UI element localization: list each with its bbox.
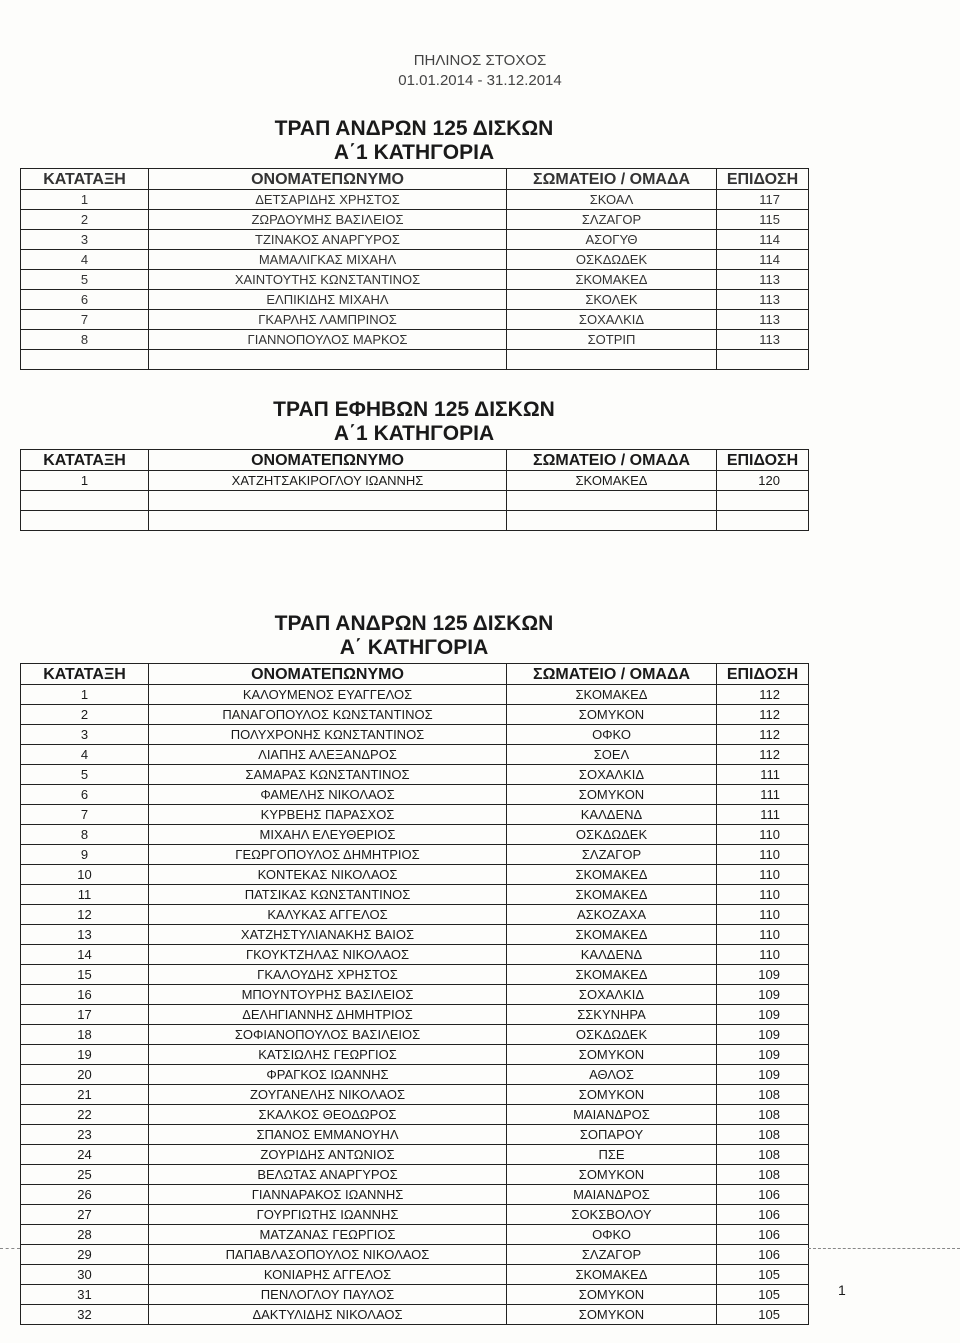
section-juniors-a1 (20, 398, 808, 531)
cell-club: ΣΟΜΥΚΟΝ (507, 705, 717, 725)
cell-perf: 111 (717, 765, 809, 785)
cell-rank (21, 511, 149, 531)
table-row (21, 1025, 809, 1045)
cell-club: ΣΟΜΥΚΟΝ (507, 1285, 717, 1305)
cell-club: ΠΣΕ (507, 1145, 717, 1165)
cell-name: ΜΙΧΑΗΛ ΕΛΕΥΘΕΡΙΟΣ (149, 825, 507, 845)
cell-name: ΜΑΤΖΑΝΑΣ ΓΕΩΡΓΙΟΣ (149, 1225, 507, 1245)
cell-name: ΒΕΛΩΤΑΣ ΑΝΑΡΓΥΡΟΣ (149, 1165, 507, 1185)
cell-name: ΓΙΑΝΝΟΠΟΥΛΟΣ ΜΑΡΚΟΣ (149, 330, 507, 350)
cell-club: ΣΚΟΜΑΚΕΔ (507, 925, 717, 945)
table-row (21, 905, 809, 925)
cell-perf: 111 (717, 785, 809, 805)
cell-club: ΣΟΚΣΒΟΛΟΥ (507, 1205, 717, 1225)
cell-perf: 115 (717, 210, 809, 230)
table-row (21, 210, 809, 230)
cell-name: ΖΩΡΔΟΥΜΗΣ ΒΑΣΙΛΕΙΟΣ (149, 210, 507, 230)
cell-perf: 109 (717, 1065, 809, 1085)
col-header-club: ΣΩΜΑΤΕΙΟ / ΟΜΑΔΑ (507, 169, 717, 190)
cell-name: ΜΠΟΥΝΤΟΥΡΗΣ ΒΑΣΙΛΕΙΟΣ (149, 985, 507, 1005)
cell-club: ΣΟΜΥΚΟΝ (507, 1305, 717, 1325)
cell-club (507, 511, 717, 531)
cell-club: ΚΑΛΔΕΝΔ (507, 805, 717, 825)
cell-club: ΣΚΟΑΛ (507, 190, 717, 210)
cell-club: ΣΟΜΥΚΟΝ (507, 1045, 717, 1065)
results-table (20, 663, 809, 1325)
table-row (21, 511, 809, 531)
col-header-perf: ΕΠΙΔΟΣΗ (717, 169, 809, 190)
cell-name: ΚΑΛΟΥΜΕΝΟΣ ΕΥΑΓΓΕΛΟΣ (149, 685, 507, 705)
cell-perf: 109 (717, 965, 809, 985)
cell-club: ΣΚΟΜΑΚΕΔ (507, 965, 717, 985)
cell-rank: 30 (21, 1265, 149, 1285)
table-row (21, 491, 809, 511)
section-men-a1 (20, 117, 808, 370)
cell-club: ΣΟΤΡΙΠ (507, 330, 717, 350)
col-header-name: ΟΝΟΜΑΤΕΠΩΝΥΜΟ (149, 169, 507, 190)
cell-perf: 105 (717, 1285, 809, 1305)
table-row (21, 1245, 809, 1265)
table-row (21, 471, 809, 491)
cell-rank: 21 (21, 1085, 149, 1105)
cell-name (149, 350, 507, 370)
section-men-a (20, 612, 808, 1325)
cell-rank: 24 (21, 1145, 149, 1165)
cell-perf: 109 (717, 1045, 809, 1065)
table-row (21, 825, 809, 845)
cell-perf: 106 (717, 1205, 809, 1225)
cell-perf: 109 (717, 1005, 809, 1025)
cell-perf: 120 (717, 471, 809, 491)
cell-name: ΓΟΥΡΓΙΩΤΗΣ ΙΩΑΝΝΗΣ (149, 1205, 507, 1225)
cell-perf: 110 (717, 845, 809, 865)
cell-club: ΚΑΛΔΕΝΔ (507, 945, 717, 965)
cell-perf: 112 (717, 725, 809, 745)
cell-club: ΣΚΟΜΑΚΕΔ (507, 865, 717, 885)
cell-name: ΔΑΚΤΥΛΙΔΗΣ ΝΙΚΟΛΑΟΣ (149, 1305, 507, 1325)
cell-rank: 14 (21, 945, 149, 965)
cell-club: ΣΟΧΑΛΚΙΔ (507, 985, 717, 1005)
table-row (21, 865, 809, 885)
cell-club: ΑΘΛΟΣ (507, 1065, 717, 1085)
cell-rank: 15 (21, 965, 149, 985)
cell-perf: 108 (717, 1165, 809, 1185)
cell-name: ΣΟΦΙΑΝΟΠΟΥΛΟΣ ΒΑΣΙΛΕΙΟΣ (149, 1025, 507, 1045)
cell-club: ΟΣΚΔΩΔΕΚ (507, 825, 717, 845)
cell-name: ΠΟΛΥΧΡΟΝΗΣ ΚΩΝΣΤΑΝΤΙΝΟΣ (149, 725, 507, 745)
cell-rank: 3 (21, 725, 149, 745)
table-row (21, 310, 809, 330)
cell-perf: 113 (717, 310, 809, 330)
cell-name (149, 511, 507, 531)
cell-name: ΓΚΑΡΛΗΣ ΛΑΜΠΡΙΝΟΣ (149, 310, 507, 330)
cell-rank: 28 (21, 1225, 149, 1245)
cell-rank: 7 (21, 310, 149, 330)
section-title: ΤΡΑΠ ΑΝΔΡΩΝ 125 ΔΙΣΚΩΝ (274, 117, 554, 140)
cell-name: ΖΟΥΡΙΔΗΣ ΑΝΤΩΝΙΟΣ (149, 1145, 507, 1165)
table-row (21, 1105, 809, 1125)
table-row (21, 190, 809, 210)
table-row (21, 765, 809, 785)
cell-perf: 110 (717, 865, 809, 885)
date-range: 01.01.2014 - 31.12.2014 (398, 72, 562, 89)
cell-club: ΣΟΧΑΛΚΙΔ (507, 310, 717, 330)
cell-club: ΣΟΕΛ (507, 745, 717, 765)
table-row (21, 745, 809, 765)
cell-rank: 4 (21, 250, 149, 270)
cell-rank: 4 (21, 745, 149, 765)
cell-perf: 117 (717, 190, 809, 210)
section-title: ΤΡΑΠ ΕΦΗΒΩΝ 125 ΔΙΣΚΩΝ (273, 398, 555, 421)
cell-club: ΣΚΟΜΑΚΕΔ (507, 685, 717, 705)
section-subtitle: Α΄ ΚΑΤΗΓΟΡΙΑ (339, 636, 489, 659)
cell-club: ΟΣΚΔΩΔΕΚ (507, 1025, 717, 1045)
cell-name: ΦΡΑΓΚΟΣ ΙΩΑΝΝΗΣ (149, 1065, 507, 1085)
cell-rank: 20 (21, 1065, 149, 1085)
cell-club: ΣΛΖΑΓΟΡ (507, 210, 717, 230)
cell-rank: 11 (21, 885, 149, 905)
col-header-rank: ΚΑΤΑΤΑΞΗ (21, 169, 149, 190)
cell-name: ΕΛΠΙΚΙΔΗΣ ΜΙΧΑΗΛ (149, 290, 507, 310)
table-row (21, 1205, 809, 1225)
table-row (21, 685, 809, 705)
cell-club (507, 350, 717, 370)
cell-name: ΧΑΙΝΤΟΥΤΗΣ ΚΩΝΣΤΑΝΤΙΝΟΣ (149, 270, 507, 290)
cell-club: ΣΚΟΛΕΚ (507, 290, 717, 310)
section-title: ΤΡΑΠ ΑΝΔΡΩΝ 125 ΔΙΣΚΩΝ (274, 612, 554, 635)
cell-name: ΓΚΟΥΚΤΖΗΛΑΣ ΝΙΚΟΛΑΟΣ (149, 945, 507, 965)
cell-rank: 7 (21, 805, 149, 825)
cell-rank: 32 (21, 1305, 149, 1325)
cell-club: ΟΦΚΟ (507, 725, 717, 745)
cell-club: ΣΟΜΥΚΟΝ (507, 1085, 717, 1105)
cell-perf: 110 (717, 905, 809, 925)
cell-name: ΠΑΠΑΒΛΑΣΟΠΟΥΛΟΣ ΝΙΚΟΛΑΟΣ (149, 1245, 507, 1265)
section-subtitle: Α΄1 ΚΑΤΗΓΟΡΙΑ (333, 422, 495, 445)
table-row (21, 805, 809, 825)
cell-name: ΠΑΝΑΓΟΠΟΥΛΟΣ ΚΩΝΣΤΑΝΤΙΝΟΣ (149, 705, 507, 725)
cell-rank: 23 (21, 1125, 149, 1145)
cell-perf: 108 (717, 1105, 809, 1125)
table-row (21, 1005, 809, 1025)
cell-rank: 29 (21, 1245, 149, 1265)
cell-rank: 1 (21, 471, 149, 491)
table-row (21, 1065, 809, 1085)
cell-rank: 19 (21, 1045, 149, 1065)
cell-perf: 112 (717, 705, 809, 725)
table-row (21, 725, 809, 745)
table-row (21, 1145, 809, 1165)
table-row (21, 1165, 809, 1185)
cell-perf (717, 491, 809, 511)
table-row (21, 785, 809, 805)
cell-perf: 106 (717, 1185, 809, 1205)
cell-perf: 112 (717, 685, 809, 705)
cell-perf: 113 (717, 290, 809, 310)
cell-rank: 8 (21, 825, 149, 845)
table-row (21, 705, 809, 725)
cell-rank: 13 (21, 925, 149, 945)
table-row (21, 1285, 809, 1305)
cell-rank: 8 (21, 330, 149, 350)
col-header-perf: ΕΠΙΔΟΣΗ (717, 450, 809, 471)
cell-perf: 105 (717, 1305, 809, 1325)
cell-name: ΛΙΑΠΗΣ ΑΛΕΞΑΝΔΡΟΣ (149, 745, 507, 765)
cell-name: ΜΑΜΑΛΙΓΚΑΣ ΜΙΧΑΗΛ (149, 250, 507, 270)
col-header-rank: ΚΑΤΑΤΑΞΗ (21, 450, 149, 471)
cell-rank: 10 (21, 865, 149, 885)
cell-club: ΑΣΟΓΥΘ (507, 230, 717, 250)
cell-rank: 26 (21, 1185, 149, 1205)
table-row (21, 885, 809, 905)
cell-perf: 108 (717, 1145, 809, 1165)
cell-club: ΣΟΧΑΛΚΙΔ (507, 765, 717, 785)
cell-club: ΣΚΟΜΑΚΕΔ (507, 1265, 717, 1285)
cell-rank: 17 (21, 1005, 149, 1025)
cell-club: ΣΟΜΥΚΟΝ (507, 785, 717, 805)
cell-club: ΣΚΟΜΑΚΕΔ (507, 270, 717, 290)
cell-rank: 5 (21, 765, 149, 785)
cell-perf (717, 350, 809, 370)
cell-perf: 110 (717, 925, 809, 945)
cell-club (507, 491, 717, 511)
page-number: 1 (838, 1282, 846, 1298)
cell-rank: 6 (21, 290, 149, 310)
table-row (21, 1125, 809, 1145)
col-header-rank: ΚΑΤΑΤΑΞΗ (21, 664, 149, 685)
cell-name: ΚΑΤΣΙΩΛΗΣ ΓΕΩΡΓΙΟΣ (149, 1045, 507, 1065)
cell-name: ΚΑΛΥΚΑΣ ΑΓΓΕΛΟΣ (149, 905, 507, 925)
table-row (21, 925, 809, 945)
cell-club: ΜΑΙΑΝΔΡΟΣ (507, 1105, 717, 1125)
cell-name: ΤΖΙΝΑΚΟΣ ΑΝΑΡΓΥΡΟΣ (149, 230, 507, 250)
cell-rank: 1 (21, 685, 149, 705)
cell-rank: 16 (21, 985, 149, 1005)
cell-perf: 110 (717, 825, 809, 845)
table-row (21, 250, 809, 270)
cell-rank: 3 (21, 230, 149, 250)
table-row (21, 330, 809, 350)
dashed-rule-left (0, 1248, 20, 1249)
cell-rank: 12 (21, 905, 149, 925)
table-row (21, 1225, 809, 1245)
cell-perf: 114 (717, 250, 809, 270)
cell-name: ΣΠΑΝΟΣ ΕΜΜΑΝΟΥΗΛ (149, 1125, 507, 1145)
table-row (21, 945, 809, 965)
cell-club: ΣΚΟΜΑΚΕΔ (507, 471, 717, 491)
col-header-perf: ΕΠΙΔΟΣΗ (717, 664, 809, 685)
cell-perf: 110 (717, 945, 809, 965)
table-row (21, 1085, 809, 1105)
cell-name: ΠΕΝΛΟΓΛΟΥ ΠΑΥΛΟΣ (149, 1285, 507, 1305)
cell-club: ΟΦΚΟ (507, 1225, 717, 1245)
table-row (21, 1045, 809, 1065)
cell-perf: 113 (717, 330, 809, 350)
cell-name: ΧΑΤΖΗΣΤΥΛΙΑΝΑΚΗΣ ΒΑΙΟΣ (149, 925, 507, 945)
document-title: ΠΗΛΙΝΟΣ ΣΤΟΧΟΣ (413, 52, 547, 69)
cell-rank (21, 491, 149, 511)
table-row (21, 965, 809, 985)
cell-perf: 108 (717, 1085, 809, 1105)
cell-club: ΑΣΚΟΖΑΧΑ (507, 905, 717, 925)
table-row (21, 270, 809, 290)
cell-club: ΣΚΟΜΑΚΕΔ (507, 885, 717, 905)
table-row (21, 1185, 809, 1205)
cell-name: ΔΕΤΣΑΡΙΔΗΣ ΧΡΗΣΤΟΣ (149, 190, 507, 210)
table-row (21, 985, 809, 1005)
dashed-rule-right (808, 1248, 960, 1249)
cell-perf: 110 (717, 885, 809, 905)
cell-rank: 2 (21, 705, 149, 725)
cell-club: ΜΑΙΑΝΔΡΟΣ (507, 1185, 717, 1205)
cell-name: ΔΕΛΗΓΙΑΝΝΗΣ ΔΗΜΗΤΡΙΟΣ (149, 1005, 507, 1025)
cell-perf: 114 (717, 230, 809, 250)
cell-name: ΖΟΥΓΑΝΕΛΗΣ ΝΙΚΟΛΑΟΣ (149, 1085, 507, 1105)
cell-name: ΓΚΑΛΟΥΔΗΣ ΧΡΗΣΤΟΣ (149, 965, 507, 985)
cell-rank: 25 (21, 1165, 149, 1185)
cell-perf: 111 (717, 805, 809, 825)
cell-rank (21, 350, 149, 370)
cell-name: ΚΥΡΒΕΗΣ ΠΑΡΑΣΧΟΣ (149, 805, 507, 825)
cell-perf: 106 (717, 1245, 809, 1265)
cell-perf: 108 (717, 1125, 809, 1145)
cell-club: ΣΛΖΑΓΟΡ (507, 1245, 717, 1265)
cell-club: ΣΛΖΑΓΟΡ (507, 845, 717, 865)
cell-perf: 109 (717, 1025, 809, 1045)
cell-perf: 106 (717, 1225, 809, 1245)
table-row (21, 290, 809, 310)
cell-name: ΦΑΜΕΛΗΣ ΝΙΚΟΛΑΟΣ (149, 785, 507, 805)
cell-rank: 31 (21, 1285, 149, 1305)
cell-name: ΣΚΑΛΚΟΣ ΘΕΟΔΩΡΟΣ (149, 1105, 507, 1125)
table-row (21, 1305, 809, 1325)
cell-rank: 2 (21, 210, 149, 230)
table-row (21, 1265, 809, 1285)
cell-name: ΓΙΑΝΝΑΡΑΚΟΣ ΙΩΑΝΝΗΣ (149, 1185, 507, 1205)
cell-rank: 6 (21, 785, 149, 805)
col-header-club: ΣΩΜΑΤΕΙΟ / ΟΜΑΔΑ (507, 450, 717, 471)
cell-name: ΚΟΝΤΕΚΑΣ ΝΙΚΟΛΑΟΣ (149, 865, 507, 885)
cell-club: ΣΣΚΥΝΗΡΑ (507, 1005, 717, 1025)
cell-perf (717, 511, 809, 531)
cell-rank: 9 (21, 845, 149, 865)
cell-perf: 105 (717, 1265, 809, 1285)
table-row (21, 230, 809, 250)
cell-rank: 5 (21, 270, 149, 290)
cell-name: ΣΑΜΑΡΑΣ ΚΩΝΣΤΑΝΤΙΝΟΣ (149, 765, 507, 785)
cell-rank: 18 (21, 1025, 149, 1045)
cell-name: ΠΑΤΣΙΚΑΣ ΚΩΝΣΤΑΝΤΙΝΟΣ (149, 885, 507, 905)
section-subtitle: Α΄1 ΚΑΤΗΓΟΡΙΑ (333, 141, 495, 164)
cell-name: ΓΕΩΡΓΟΠΟΥΛΟΣ ΔΗΜΗΤΡΙΟΣ (149, 845, 507, 865)
col-header-name: ΟΝΟΜΑΤΕΠΩΝΥΜΟ (149, 450, 507, 471)
results-table (20, 449, 809, 531)
results-table (20, 168, 809, 370)
cell-name (149, 491, 507, 511)
table-row (21, 845, 809, 865)
cell-club: ΣΟΜΥΚΟΝ (507, 1165, 717, 1185)
cell-name: ΧΑΤΖΗΤΣΑΚΙΡΟΓΛΟΥ ΙΩΑΝΝΗΣ (149, 471, 507, 491)
cell-perf: 109 (717, 985, 809, 1005)
cell-perf: 112 (717, 745, 809, 765)
col-header-club: ΣΩΜΑΤΕΙΟ / ΟΜΑΔΑ (507, 664, 717, 685)
table-row (21, 350, 809, 370)
cell-name: ΚΟΝΙΑΡΗΣ ΑΓΓΕΛΟΣ (149, 1265, 507, 1285)
col-header-name: ΟΝΟΜΑΤΕΠΩΝΥΜΟ (149, 664, 507, 685)
cell-rank: 1 (21, 190, 149, 210)
cell-rank: 27 (21, 1205, 149, 1225)
cell-rank: 22 (21, 1105, 149, 1125)
cell-perf: 113 (717, 270, 809, 290)
cell-club: ΟΣΚΔΩΔΕΚ (507, 250, 717, 270)
cell-club: ΣΟΠΑΡΟΥ (507, 1125, 717, 1145)
